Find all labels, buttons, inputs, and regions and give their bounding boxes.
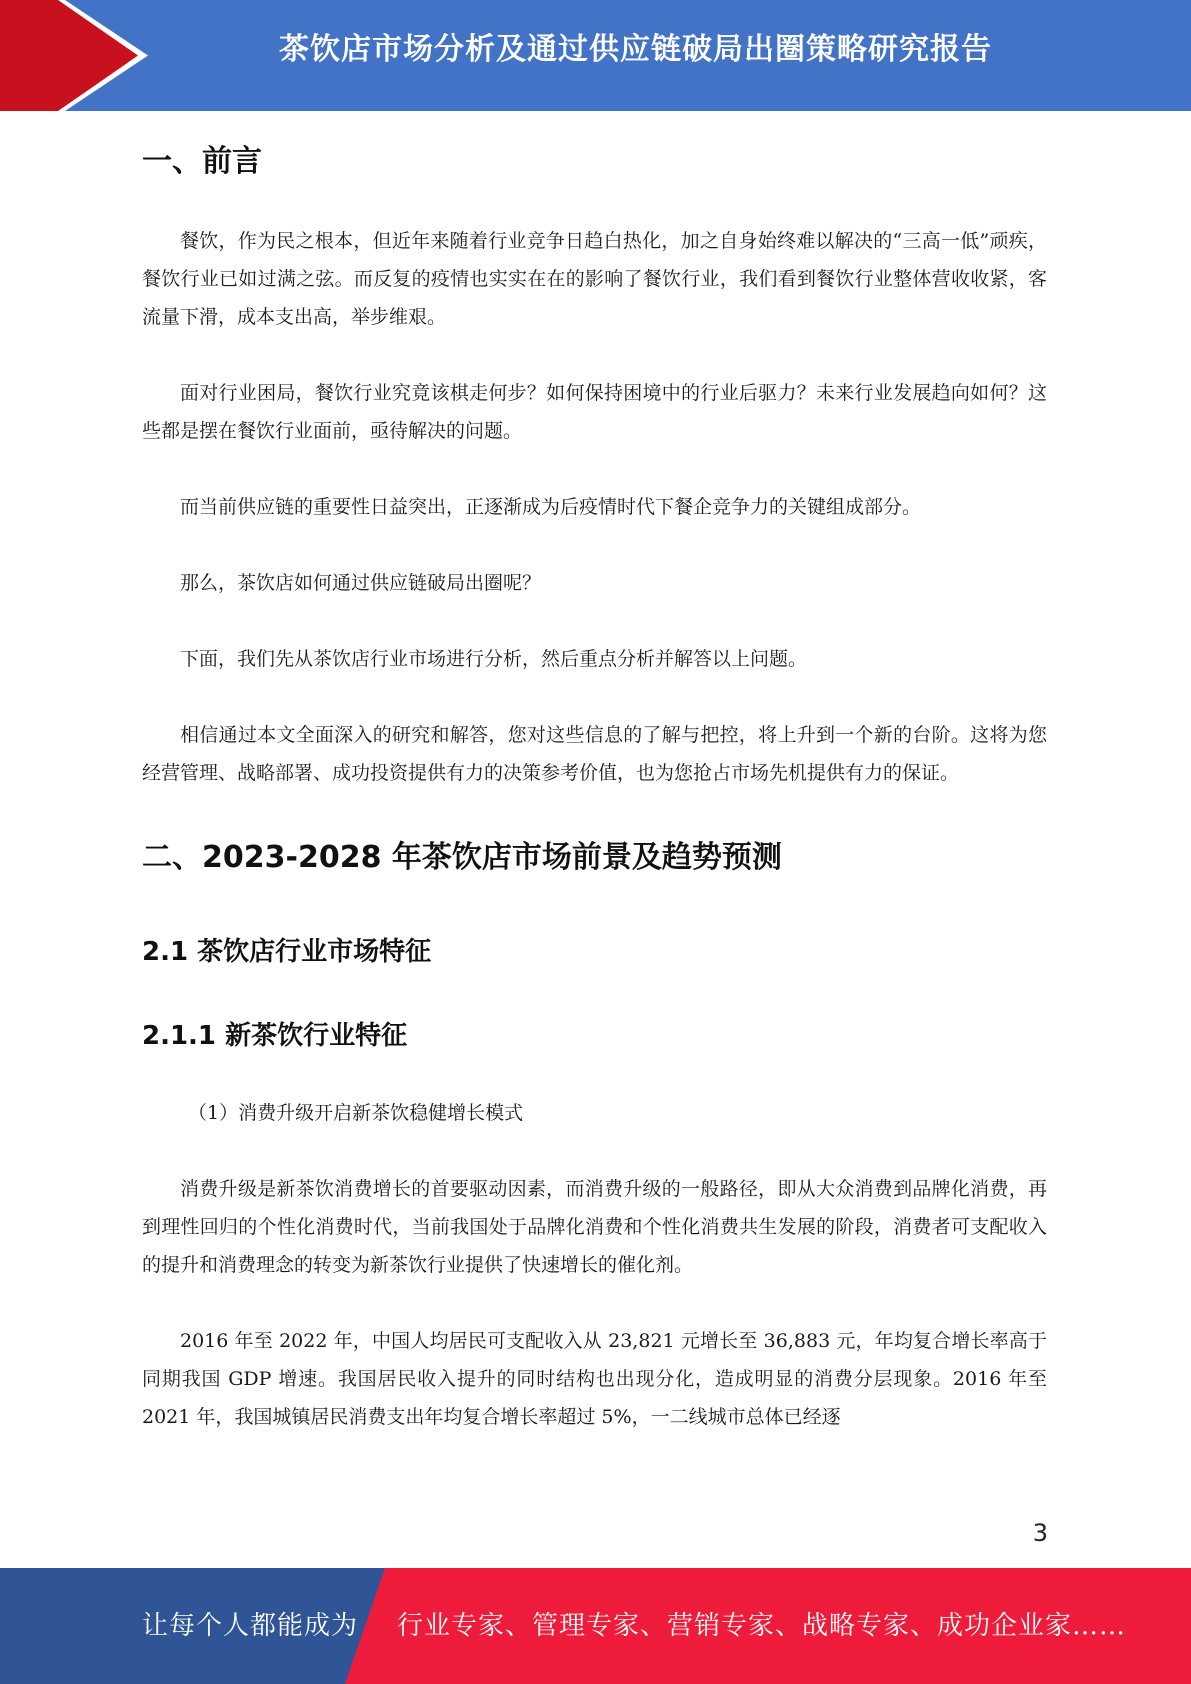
section-heading-preface: 一、前言 [142,144,262,179]
paragraph: 餐饮，作为民之根本，但近年来随着行业竞争日趋白热化，加之自身始终难以解决的“三高一低”顽疾，餐饮行业已如过满之弦。而反复的疫情也实实在在的影响了餐饮行业，我们看到餐饮行业整体营收收紧，客流量下滑，成本支出高，举步维艰。 [142,230,1047,328]
paragraph: 面对行业困局，餐饮行业究竟该棋走何步？如何保持困境中的行业后驱力？未来行业发展趋向如何？这些都是摆在餐饮行业面前，亟待解决的问题。 [142,382,1047,442]
paragraph: 消费升级是新茶饮消费增长的首要驱动因素，而消费升级的一般路径，即从大众消费到品牌化消费，再到理性回归的个性化消费时代，当前我国处于品牌化消费和个性化消费共生发展的阶段，消费者可支配收入的提升和消费理念的转变为新茶饮行业提供了快速增长的催化剂。 [142,1178,1047,1276]
subsection-heading: 2.1 茶饮店行业市场特征 [142,937,432,967]
section-heading-forecast: 二、2023-2028 年茶饮店市场前景及趋势预测 [142,840,782,875]
page-number: 3 [1032,1519,1048,1547]
paragraph: 而当前供应链的重要性日益突出，正逐渐成为后疫情时代下餐企竞争力的关键组成部分。 [180,496,922,518]
paragraph: 2016 年至 2022 年，中国人均居民可支配收入从 23,821 元增长至 36,883 元，年均复合增长率高于同期我国 GDP 增速。我国居民收入提升的同时结构也出现分化，造成明显的消费分层现象。2016 年至 2021 年，我国城镇居民消费支出年均复合增长率超过 5%，一二线城市总体已经逐 [142,1330,1047,1428]
page-footer [0,1568,1191,1684]
footer-slogan-left: 让每个人都能成为 [142,1611,359,1641]
report-title: 茶饮店市场分析及通过供应链破局出圈策略研究报告 [279,32,992,67]
paragraph: 相信通过本文全面深入的研究和解答，您对这些信息的了解与把控，将上升到一个新的台阶。这将为您经营管理、战略部署、成功投资提供有力的决策参考价值，也为您抢占市场先机提供有力的保证。 [142,724,1047,784]
subsubsection-heading: 2.1.1 新茶饮行业特征 [142,1021,408,1051]
page-content [142,120,1047,1436]
paragraph: 那么，茶饮店如何通过供应链破局出圈呢？ [180,572,542,594]
page-header [0,0,1191,111]
paragraph: 下面，我们先从茶饮店行业市场进行分析，然后重点分析并解答以上问题。 [180,648,808,670]
footer-slogan-right: 行业专家、管理专家、营销专家、战略专家、成功企业家…… [397,1611,1127,1641]
red-arrow-icon [0,0,150,111]
list-item: （1）消费升级开启新茶饮稳健增长模式 [188,1102,524,1124]
